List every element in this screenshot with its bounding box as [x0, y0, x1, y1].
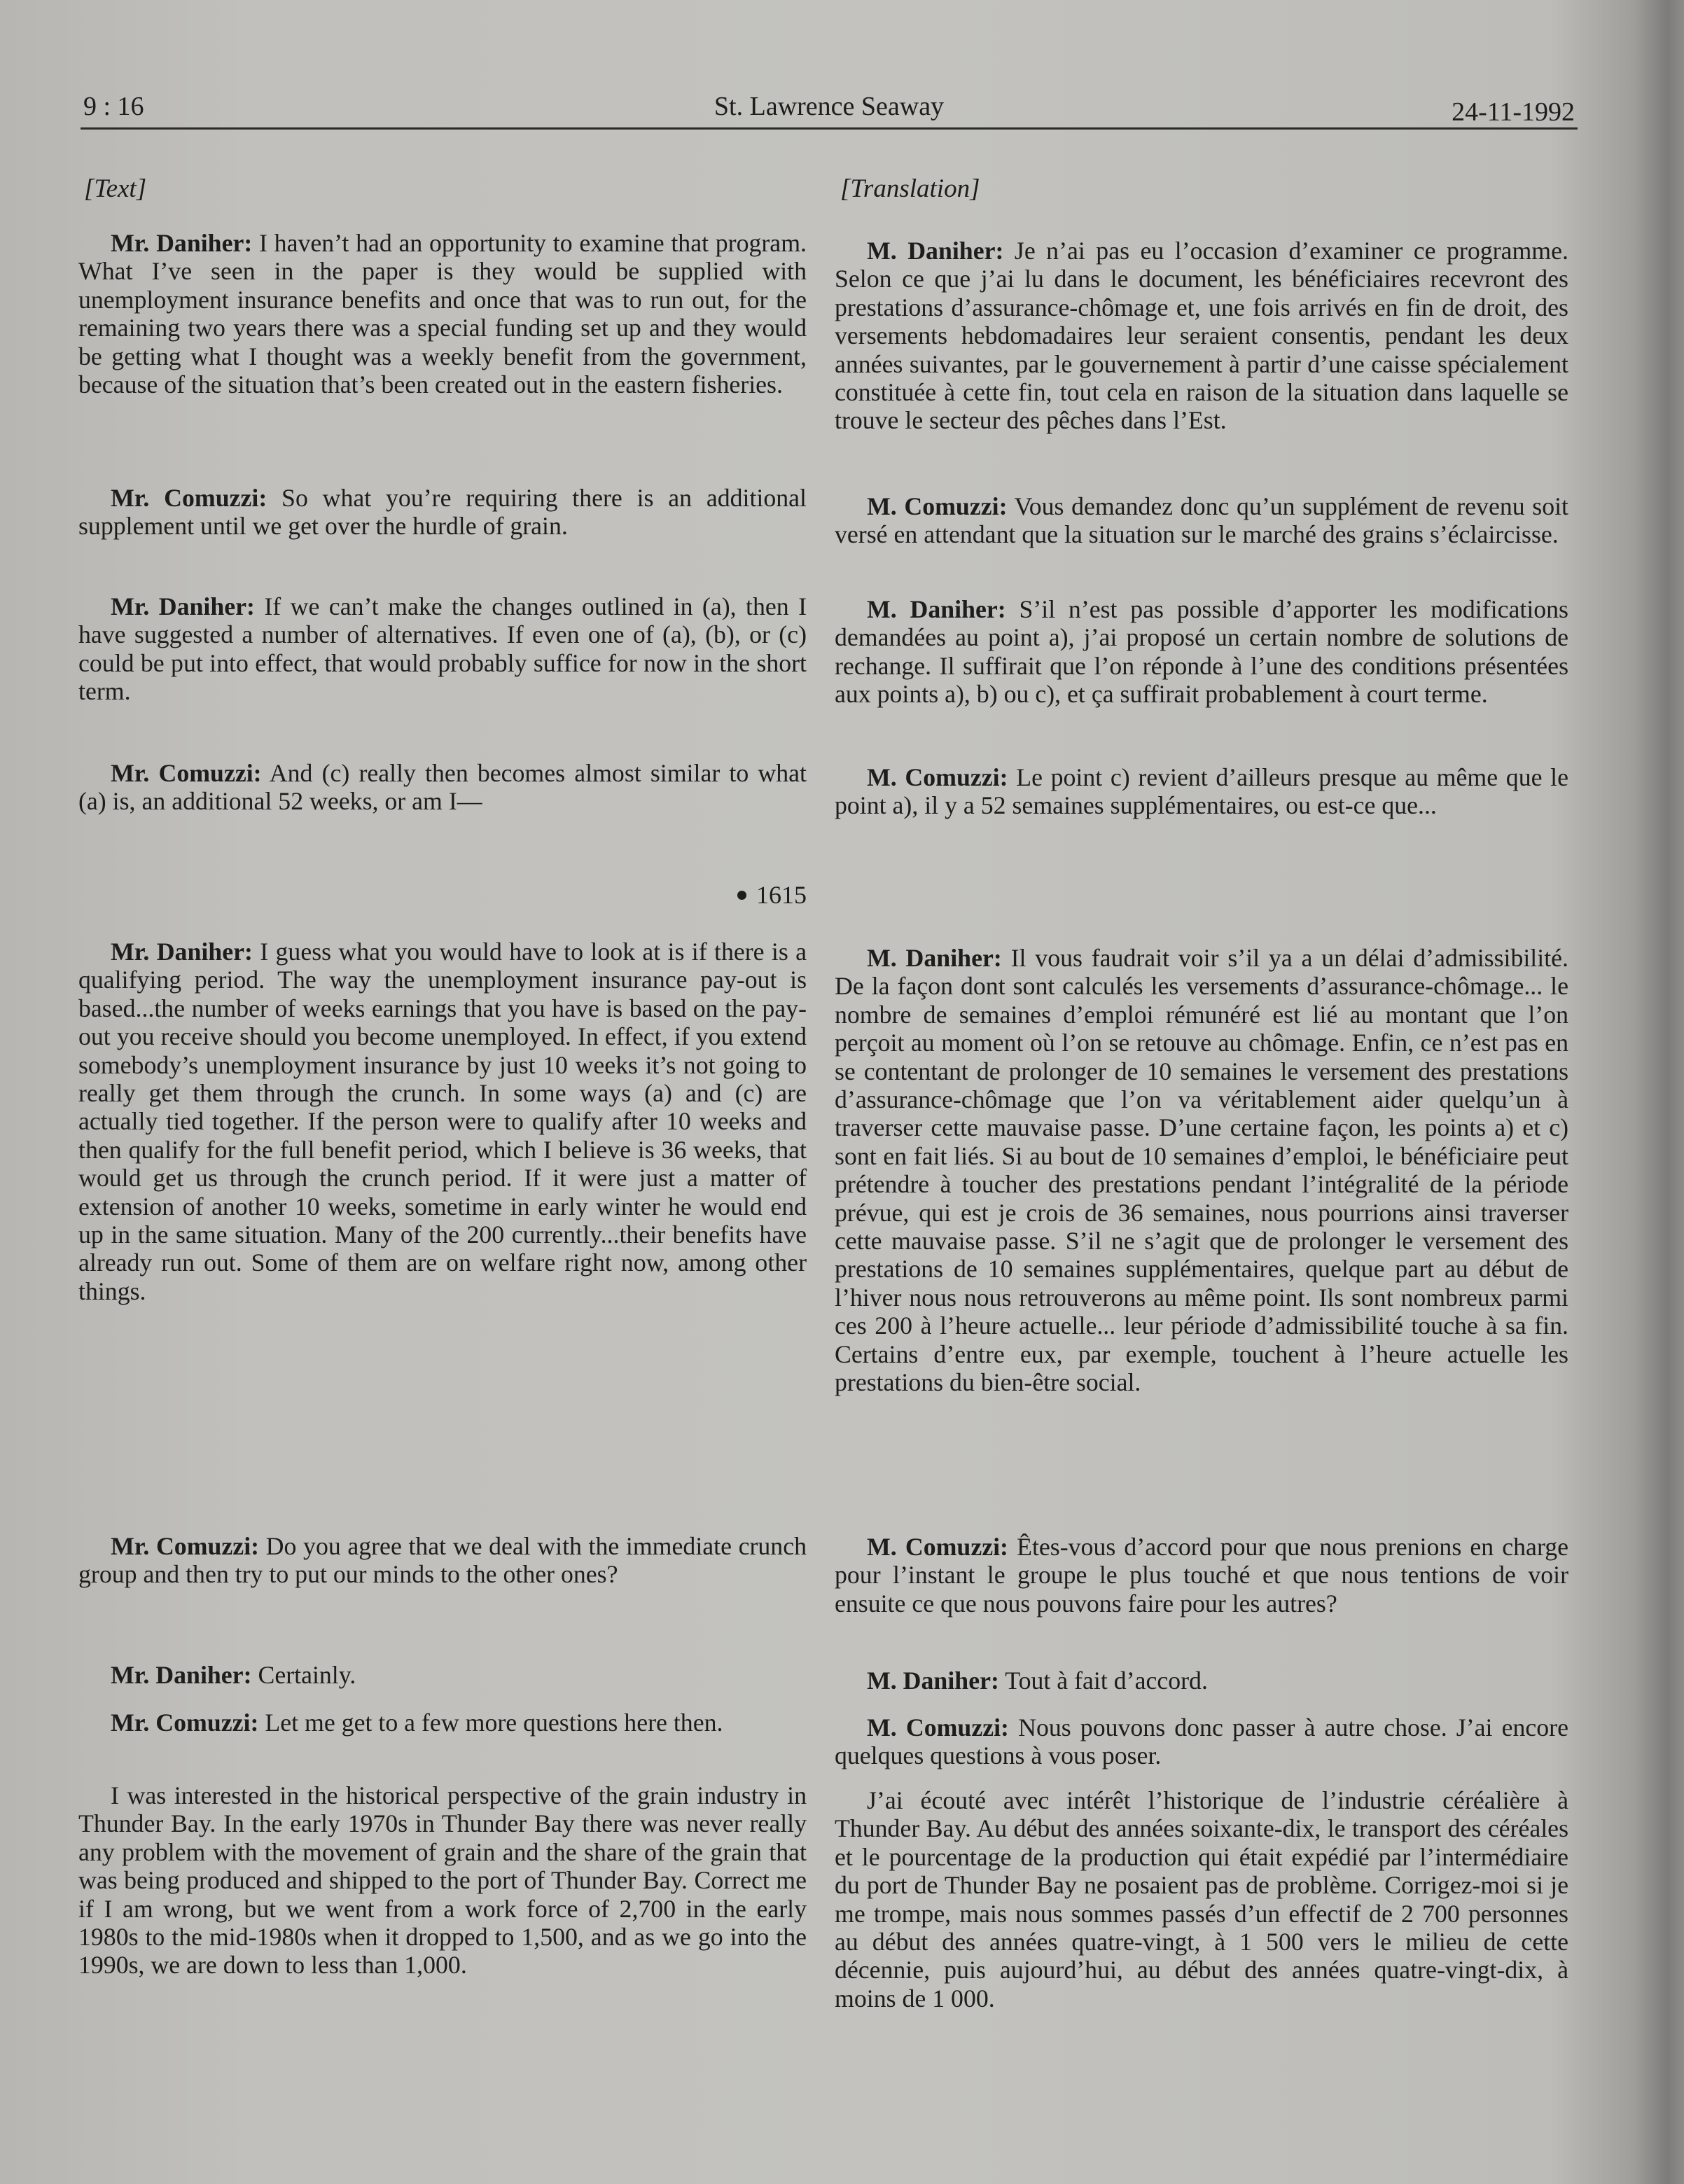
- paragraph-text: Êtes-vous d’accord pour que nous prenions en charge pour l’instant le groupe le plus touché et que nous tentions de voir ensuite ce que nous pouvons faire pour les autres?: [835, 1533, 1569, 1618]
- speaker-name: M. Daniher:: [867, 595, 1006, 623]
- time-marker: [737, 880, 807, 910]
- paragraph: [835, 1786, 1568, 2012]
- speaker-name: M. Comuzzi:: [867, 492, 1008, 520]
- paragraph: [78, 1532, 807, 1589]
- paragraph-text: Let me get to a few more questions here then.: [258, 1709, 723, 1737]
- paragraph: [78, 592, 807, 706]
- paragraph-text: Vous demandez donc qu’un supplément de revenu soit versé en attendant que la situation sur le marché des grains s’éclaircisse.: [835, 492, 1568, 549]
- speaker-name: M. Comuzzi:: [867, 1713, 1009, 1741]
- speaker-name: Mr. Comuzzi:: [111, 484, 267, 512]
- paragraph: [78, 759, 807, 816]
- paragraph-text: Certainly.: [251, 1661, 356, 1689]
- paragraph: [78, 484, 807, 541]
- speaker-name: M. Daniher:: [867, 944, 1002, 972]
- paragraph-text: Il vous faudrait voir s’il ya a un délai d’admissibilité. De la façon dont sont calculés les versements d’assurance-chômage... le nombre de semaines d’emploi rémunéré est lié au montant que l’on perçoit au moment où l’on se retouve au chômage. Enfin, ce n’est pas en se contentant de prolonger de 10 semaines le versement des prestations d’assurance-chômage que l’on va véritablement aider quelqu’un à traverser cette mauvaise passe. D’une certaine façon, les points a) et c) sont en fait liés. Si au bout de 10 semaines d’emploi, le bénéficiaire peut prétendre à toucher des prestations pendant l’intégralité de la période prévue, qui est je crois de 36 semaines, nous pourrions ainsi traverser cette mauvaise passe. S’il ne s’agit que de prolonger le versement des prestations de 10 semaines supplémentaires, quelque part au début de l’hiver nous nous retrouverons au même point. Ils sont nombreux parmi ces 200 à l’heure actuelle... leur période d’admissibilité touche à sa fin. Certains d’entre eux, par exemple, touchent à l’heure actuelle les prestations du bien-être social.: [835, 944, 1568, 1397]
- paragraph-text: So what you’re requiring there is an additional supplement until we get over the hurdle of grain.: [78, 484, 807, 541]
- paragraph: [835, 1667, 1568, 1695]
- paragraph: [835, 763, 1568, 820]
- paragraph-text: Tout à fait d’accord.: [998, 1667, 1208, 1695]
- paragraph-text: I haven’t had an opportunity to examine that program. What I’ve seen in the paper is they would be supplied with unemployment insurance benefits and once that was to run out, for the remaining two years there was a special funding set up and they would be getting what I thought was a weekly benefit from the government, because of the situation that’s been created out in the eastern fisheries.: [78, 229, 807, 399]
- speaker-name: Mr. Daniher:: [111, 938, 253, 966]
- speaker-name: Mr. Comuzzi:: [111, 1532, 260, 1560]
- paragraph-text: If we can’t make the changes outlined in (a), then I have suggested a number of alternatives. If even one of (a), (b), or (c) could be put into effect, that would probably suffice for now in the short term.: [78, 592, 807, 706]
- speaker-name: M. Comuzzi:: [867, 1533, 1008, 1561]
- paragraph: [835, 944, 1568, 1397]
- paragraph: [78, 1709, 807, 1737]
- paragraph-text: I guess what you would have to look at is if there is a qualifying period. The way the unemployment insurance pay-out is based...the number of weeks earnings that you have is based on the pay-out you receive should you become unemployed. In effect, if you extend somebody’s unemployment insurance by just 10 weeks it’s not going to really get them through the crunch. In some ways (a) and (c) are actually tied together. If the person were to qualify after 10 weeks and then qualify for the full benefit period, which I believe is 36 weeks, that would get us through the crunch period. If it were just a matter of extension of another 10 weeks, sometime in early winter he would end up in the same situation. Many of the 200 currently...their benefits have already run out. Some of them are on welfare right now, among other things.: [78, 938, 807, 1305]
- column-label-text: [Text]: [84, 174, 147, 203]
- speaker-name: Mr. Daniher:: [111, 229, 253, 257]
- page-number: 9 : 16: [83, 92, 144, 121]
- paragraph-text: I was interested in the historical perspective of the grain industry in Thunder Bay. In the early 1970s in Thunder Bay there was never really any problem with the movement of grain and the share of the grain that was being produced and shipped to the port of Thunder Bay. Correct me if I am wrong, but we went from a work force of 2,700 in the early 1980s to the mid-1980s when it dropped to 1,500, and as we go into the 1990s, we are down to less than 1,000.: [78, 1781, 807, 1980]
- paragraph: [78, 1661, 807, 1689]
- publication-title: St. Lawrence Seaway: [714, 92, 945, 121]
- header-date: 24-11-1992: [1452, 97, 1575, 127]
- paragraph: [78, 229, 807, 398]
- speaker-name: Mr. Daniher:: [111, 592, 255, 620]
- time-marker-value: 1615: [756, 881, 807, 909]
- speaker-name: Mr. Daniher:: [111, 1661, 252, 1689]
- paragraph: [835, 1713, 1568, 1770]
- speaker-name: Mr. Comuzzi:: [111, 759, 262, 787]
- speaker-name: M. Comuzzi:: [867, 763, 1008, 791]
- paragraph: [835, 492, 1568, 549]
- paragraph-text: Je n’ai pas eu l’occasion d’examiner ce programme. Selon ce que j’ai lu dans le document, les bénéficiaires recevront des prestations d’assurance-chômage et, une fois arrivés en fin de droit, des versements hebdomadaires leur seraient consentis, pendant les deux années suivantes, par le gouvernement à partir d’une caisse spécialement constituée à cette fin, tout cela en raison de la situation dans laquelle se trouve le secteur des pêches dans l’Est.: [835, 237, 1568, 435]
- speaker-name: Mr. Comuzzi:: [111, 1709, 259, 1737]
- speaker-name: M. Daniher:: [867, 1667, 999, 1695]
- paragraph-text: J’ai écouté avec intérêt l’historique de l’industrie céréalière à Thunder Bay. Au début des années soixante-dix, le transport des céréales et le pourcentage de la production qui était expédié par l’intermédiaire du port de Thunder Bay ne posaient pas de problème. Corrigez-moi si je me trompe, mais nous sommes passés d’un effectif de 2 700 personnes au début des années quatre-vingt, à 1 500 vers le milieu de cette décennie, puis aujourd’hui, au début des années quatre-vingt-dix, à moins de 1 000.: [835, 1786, 1568, 2012]
- bullet-icon: [737, 891, 746, 900]
- paragraph-text: Nous pouvons donc passer à autre chose. J’ai encore quelques questions à vous poser.: [835, 1713, 1568, 1770]
- paragraph: [835, 237, 1568, 435]
- column-label-translation: [Translation]: [840, 174, 980, 203]
- speaker-name: M. Daniher:: [867, 237, 1004, 265]
- paragraph-text: And (c) really then becomes almost similar to what (a) is, an additional 52 weeks, or am I—: [78, 759, 807, 816]
- paragraph-text: Le point c) revient d’ailleurs presque au même que le point a), il y a 52 semaines supplémentaires, ou est-ce que...: [835, 763, 1568, 820]
- paragraph-text: Do you agree that we deal with the immediate crunch group and then try to put our minds to the other ones?: [78, 1532, 807, 1589]
- paragraph: [835, 595, 1568, 709]
- paragraph: [835, 1533, 1568, 1618]
- paragraph: [78, 1781, 807, 1980]
- paragraph: [78, 938, 807, 1305]
- paragraph-text: S’il n’est pas possible d’apporter les modifications demandées au point a), j’ai proposé un certain nombre de solutions de rechange. Il suffirait que l’on réponde à l’une des conditions présentées aux points a), b) ou c), et ça suffirait probablement à court terme.: [835, 595, 1568, 709]
- running-header: [81, 88, 1578, 130]
